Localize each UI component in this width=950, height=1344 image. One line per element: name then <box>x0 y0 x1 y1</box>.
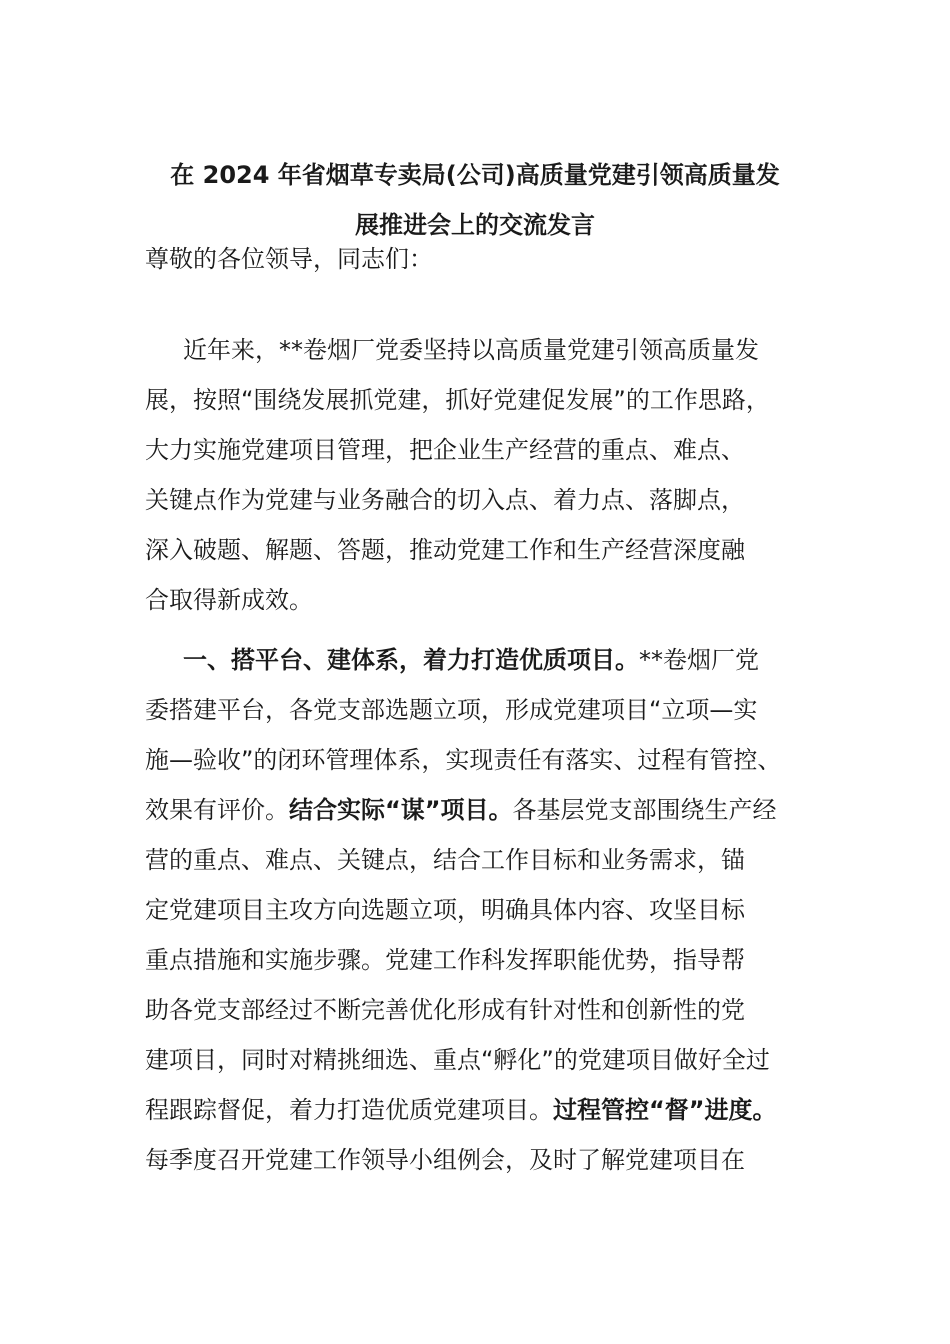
paragraph-line: 定党建项目主攻方向选题立项，明确具体内容、攻坚目标 <box>145 896 745 924</box>
paragraph-line: 深入破题、解题、答题，推动党建工作和生产经营深度融 <box>145 536 745 564</box>
salutation: 尊敬的各位领导，同志们： <box>145 245 433 273</box>
paragraph-line: 合取得新成效。 <box>145 586 313 614</box>
paragraph-line: 展，按照“围绕发展抓党建，抓好党建促发展”的工作思路， <box>145 386 770 414</box>
paragraph-line: 关键点作为党建与业务融合的切入点、着力点、落脚点， <box>145 486 745 514</box>
paragraph-line: 施—验收”的闭环管理体系，实现责任有落实、过程有管控、 <box>145 746 782 774</box>
paragraph-line: 大力实施党建项目管理，把企业生产经营的重点、难点、 <box>145 436 745 464</box>
paragraph-intro <box>145 325 825 625</box>
paragraph-section-one <box>145 635 825 1185</box>
paragraph-text: 效果有评价。 <box>145 796 289 824</box>
paragraph-line <box>145 1085 825 1135</box>
paragraph-text: 各基层党支部围绕生产经 <box>512 796 777 824</box>
paragraph-text: 程跟踪督促，着力打造优质党建项目。 <box>145 1096 553 1124</box>
subsection-heading: 结合实际“谋”项目。 <box>289 796 513 824</box>
document-title-line-1: 在 2024 年省烟草专卖局(公司)高质量党建引领高质量发 <box>170 161 780 189</box>
paragraph-line: 每季度召开党建工作领导小组例会，及时了解党建项目在 <box>145 1146 745 1174</box>
paragraph-line: 近年来，**卷烟厂党委坚持以高质量党建引领高质量发 <box>183 336 759 364</box>
paragraph-line <box>145 785 825 835</box>
paragraph-text: **卷烟厂党 <box>639 646 759 674</box>
paragraph-line: 助各党支部经过不断完善优化形成有针对性和创新性的党 <box>145 996 745 1024</box>
subsection-heading: 过程管控“督”进度。 <box>553 1096 777 1124</box>
paragraph-line: 委搭建平台，各党支部选题立项，形成党建项目“立项—实 <box>145 696 758 724</box>
paragraph-line: 重点措施和实施步骤。党建工作科发挥职能优势，指导帮 <box>145 946 745 974</box>
document-title-line-2: 展推进会上的交流发言 <box>355 211 595 239</box>
paragraph-line: 营的重点、难点、关键点，结合工作目标和业务需求，锚 <box>145 846 745 874</box>
section-heading: 一、搭平台、建体系，着力打造优质项目。 <box>183 646 639 674</box>
paragraph-line <box>145 635 825 685</box>
paragraph-line: 建项目，同时对精挑细选、重点“孵化”的党建项目做好全过 <box>145 1046 770 1074</box>
